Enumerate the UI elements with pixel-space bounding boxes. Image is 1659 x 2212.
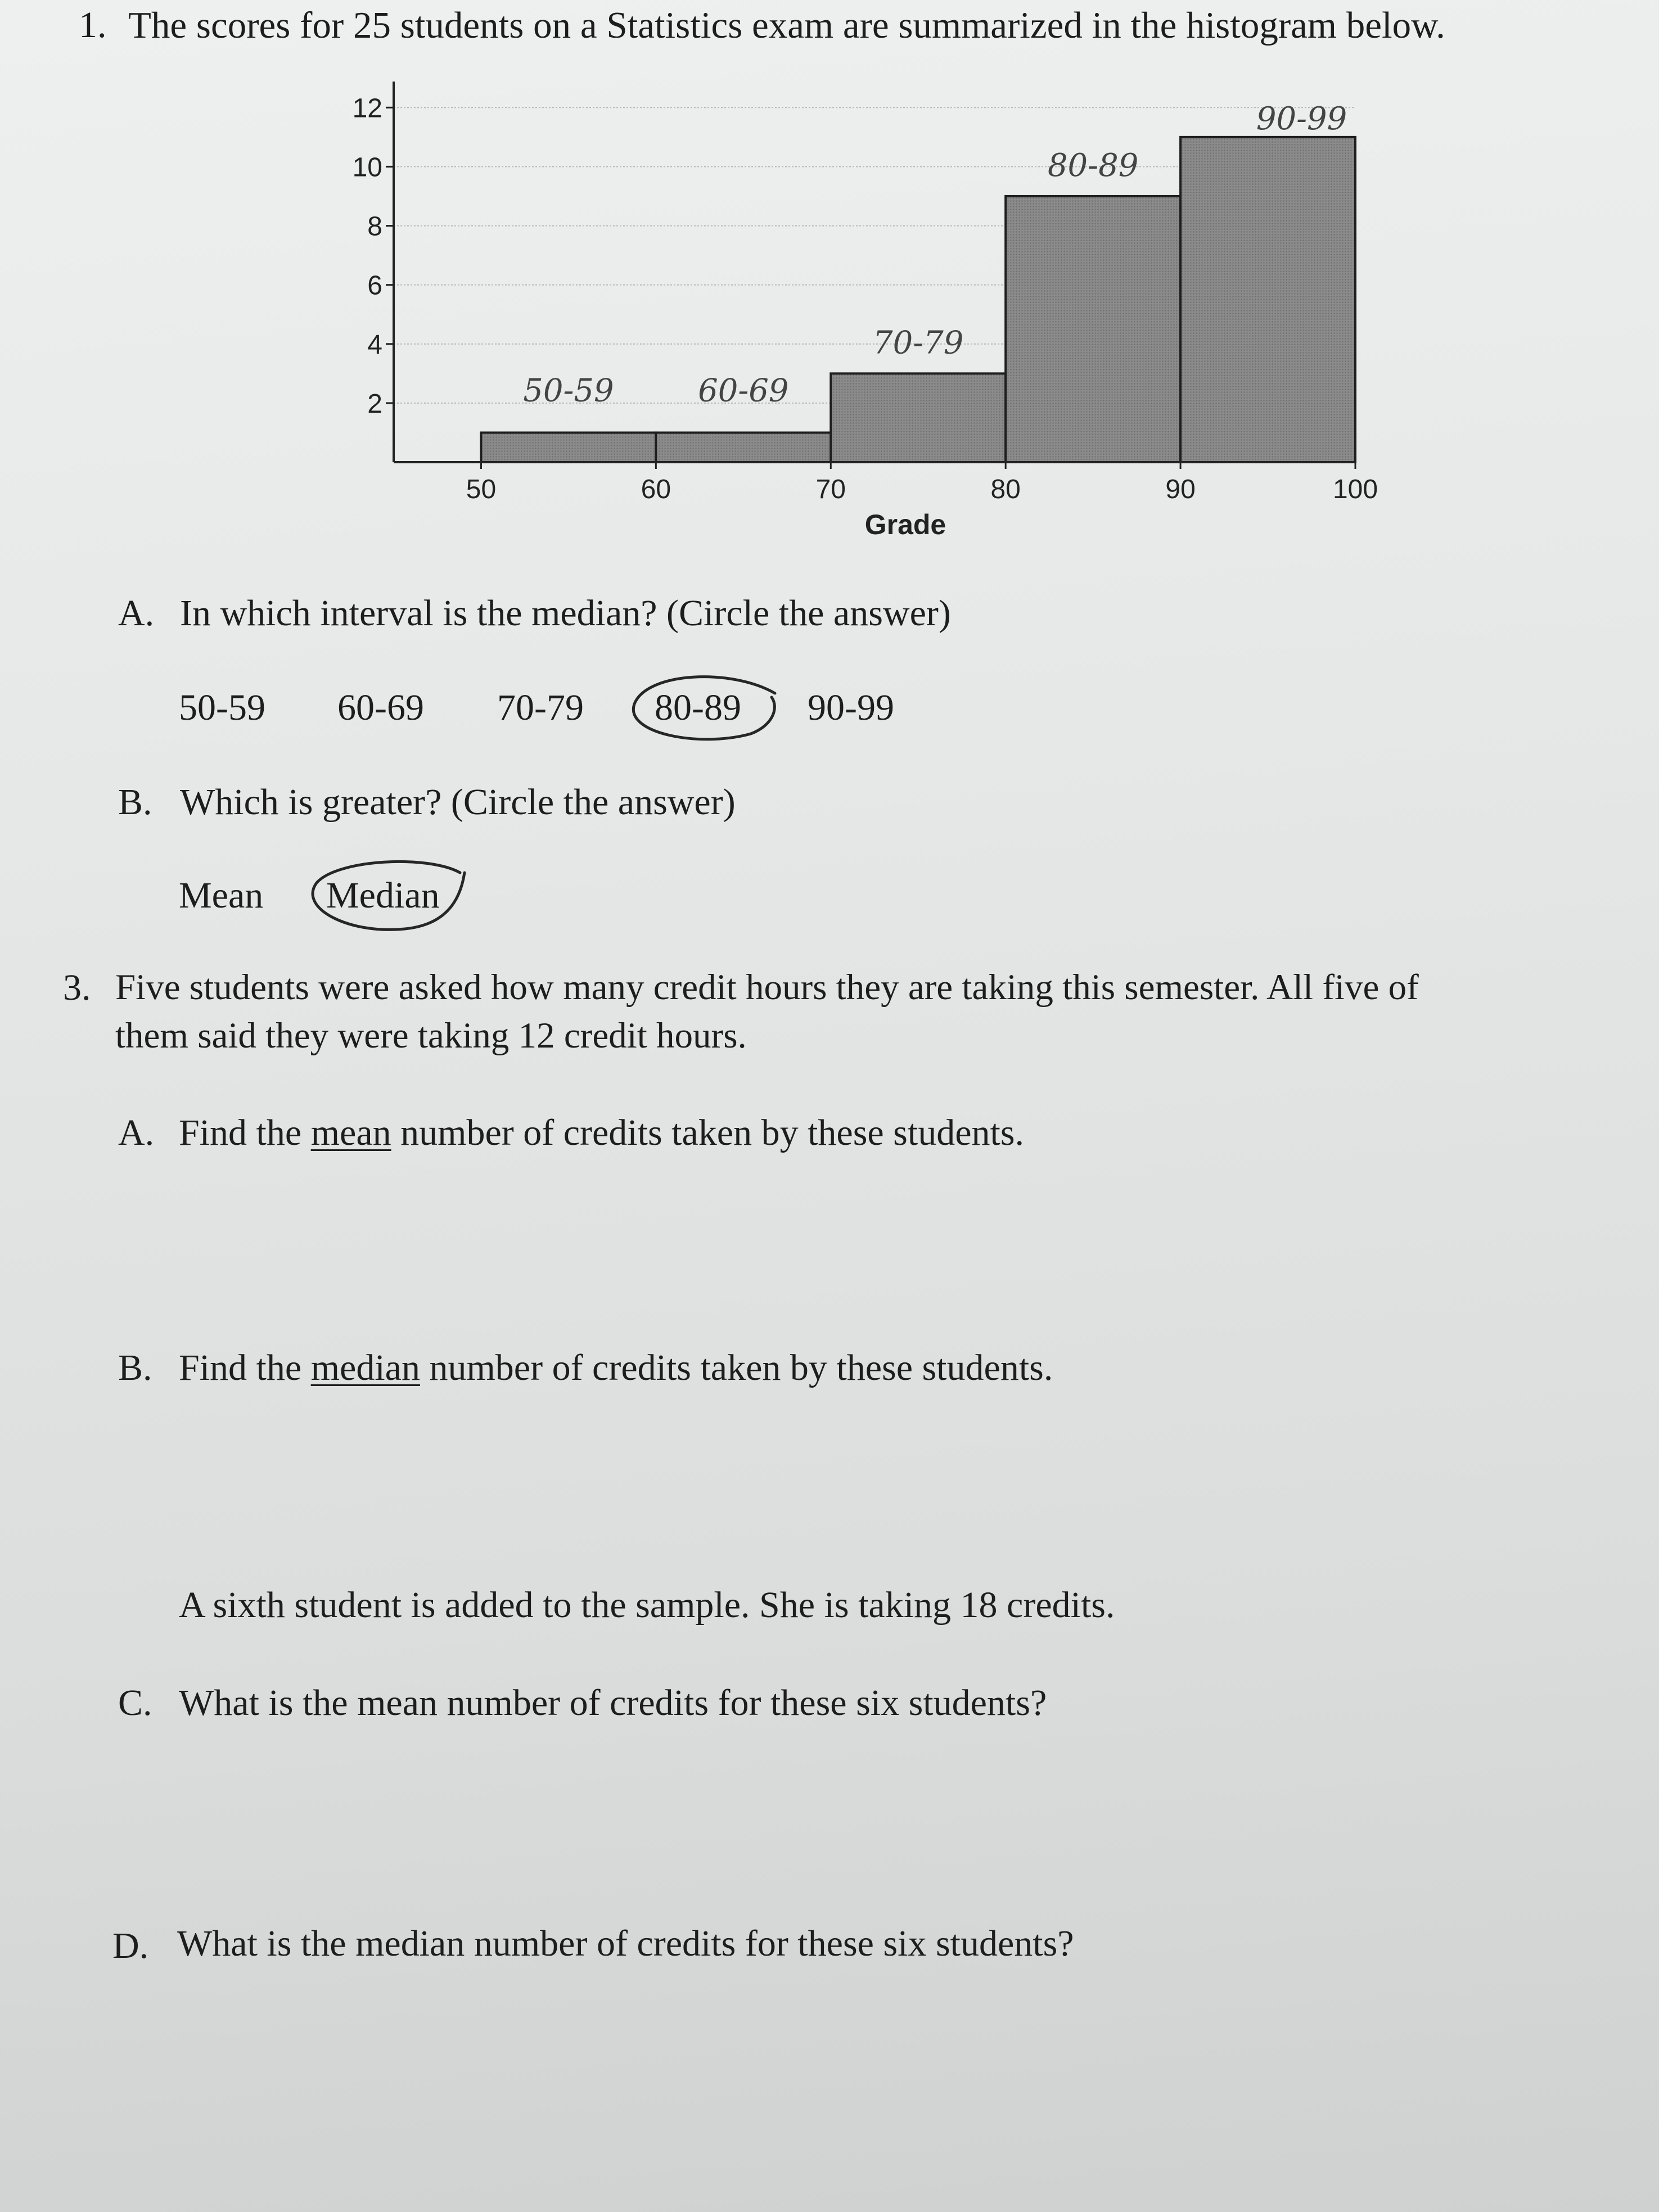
q3d-question: What is the median number of credits for these six students? bbox=[177, 1923, 1074, 1964]
x-tick-label-50: 50 bbox=[466, 475, 497, 504]
q1a-option-60-69[interactable]: 60-69 bbox=[337, 687, 424, 728]
q1b-option-mean[interactable]: Mean bbox=[179, 875, 264, 916]
handwritten-label-80-89: 80-89 bbox=[1047, 147, 1139, 184]
q3-prompt-line2: them said they were taking 12 credit hours. bbox=[115, 1015, 747, 1056]
q1a-letter: A. bbox=[118, 593, 155, 634]
q3b-letter: B. bbox=[118, 1347, 152, 1388]
q1-number: 1. bbox=[79, 4, 107, 46]
q1a-option-50-59[interactable]: 50-59 bbox=[179, 687, 265, 728]
q3-prompt-line1: Five students were asked how many credit hours they are taking this semester. All five of bbox=[115, 967, 1419, 1008]
q3c-letter: C. bbox=[118, 1682, 152, 1723]
y-tick-label-10: 10 bbox=[352, 152, 382, 183]
q3a-letter: A. bbox=[118, 1112, 155, 1153]
q1-prompt: The scores for 25 students on a Statistics exam are summarized in the histogram below. bbox=[128, 4, 1445, 46]
q3c-question: What is the mean number of credits for these six students? bbox=[179, 1682, 1047, 1723]
handwritten-label-70-79: 70-79 bbox=[873, 324, 964, 362]
x-tick-label-100: 100 bbox=[1332, 475, 1378, 504]
q3-number: 3. bbox=[63, 967, 91, 1008]
x-tick-label-90: 90 bbox=[1165, 475, 1196, 504]
q1a-option-80-89[interactable]: 80-89 bbox=[655, 687, 741, 728]
q1a-option-90-99[interactable]: 90-99 bbox=[808, 687, 894, 728]
y-tick-label-8: 8 bbox=[367, 211, 382, 242]
y-tick-label-6: 6 bbox=[367, 270, 382, 301]
handwritten-label-60-69: 60-69 bbox=[698, 372, 789, 409]
q1b-question: Which is greater? (Circle the answer) bbox=[180, 782, 736, 823]
q3-sixth-student-note: A sixth student is added to the sample. She is taking 18 credits. bbox=[179, 1584, 1115, 1626]
x-tick-label-60: 60 bbox=[641, 475, 671, 504]
circle-mark-median bbox=[313, 861, 465, 929]
q3b-question: Find the median number of credits taken by these students. bbox=[179, 1347, 1053, 1388]
q1a-question: In which interval is the median? (Circle the answer) bbox=[180, 593, 951, 634]
handwritten-label-90-99: 90-99 bbox=[1256, 101, 1347, 137]
q3a-question: Find the mean number of credits taken by these students. bbox=[179, 1112, 1025, 1153]
q1a-option-70-79[interactable]: 70-79 bbox=[497, 687, 584, 728]
handwritten-label-50-59: 50-59 bbox=[523, 372, 614, 409]
x-tick-label-80: 80 bbox=[990, 475, 1021, 504]
x-tick-label-70: 70 bbox=[815, 475, 846, 504]
y-tick-label-2: 2 bbox=[367, 389, 382, 419]
q1b-option-median[interactable]: Median bbox=[326, 875, 440, 916]
y-tick-label-4: 4 bbox=[367, 329, 382, 360]
q3d-letter: D. bbox=[112, 1925, 149, 1966]
q1b-letter: B. bbox=[118, 782, 152, 823]
x-axis-label: Grade bbox=[864, 509, 946, 540]
answer-circles bbox=[0, 0, 1659, 1012]
circle-mark-80-89 bbox=[633, 677, 775, 739]
y-tick-label-12: 12 bbox=[352, 93, 382, 124]
